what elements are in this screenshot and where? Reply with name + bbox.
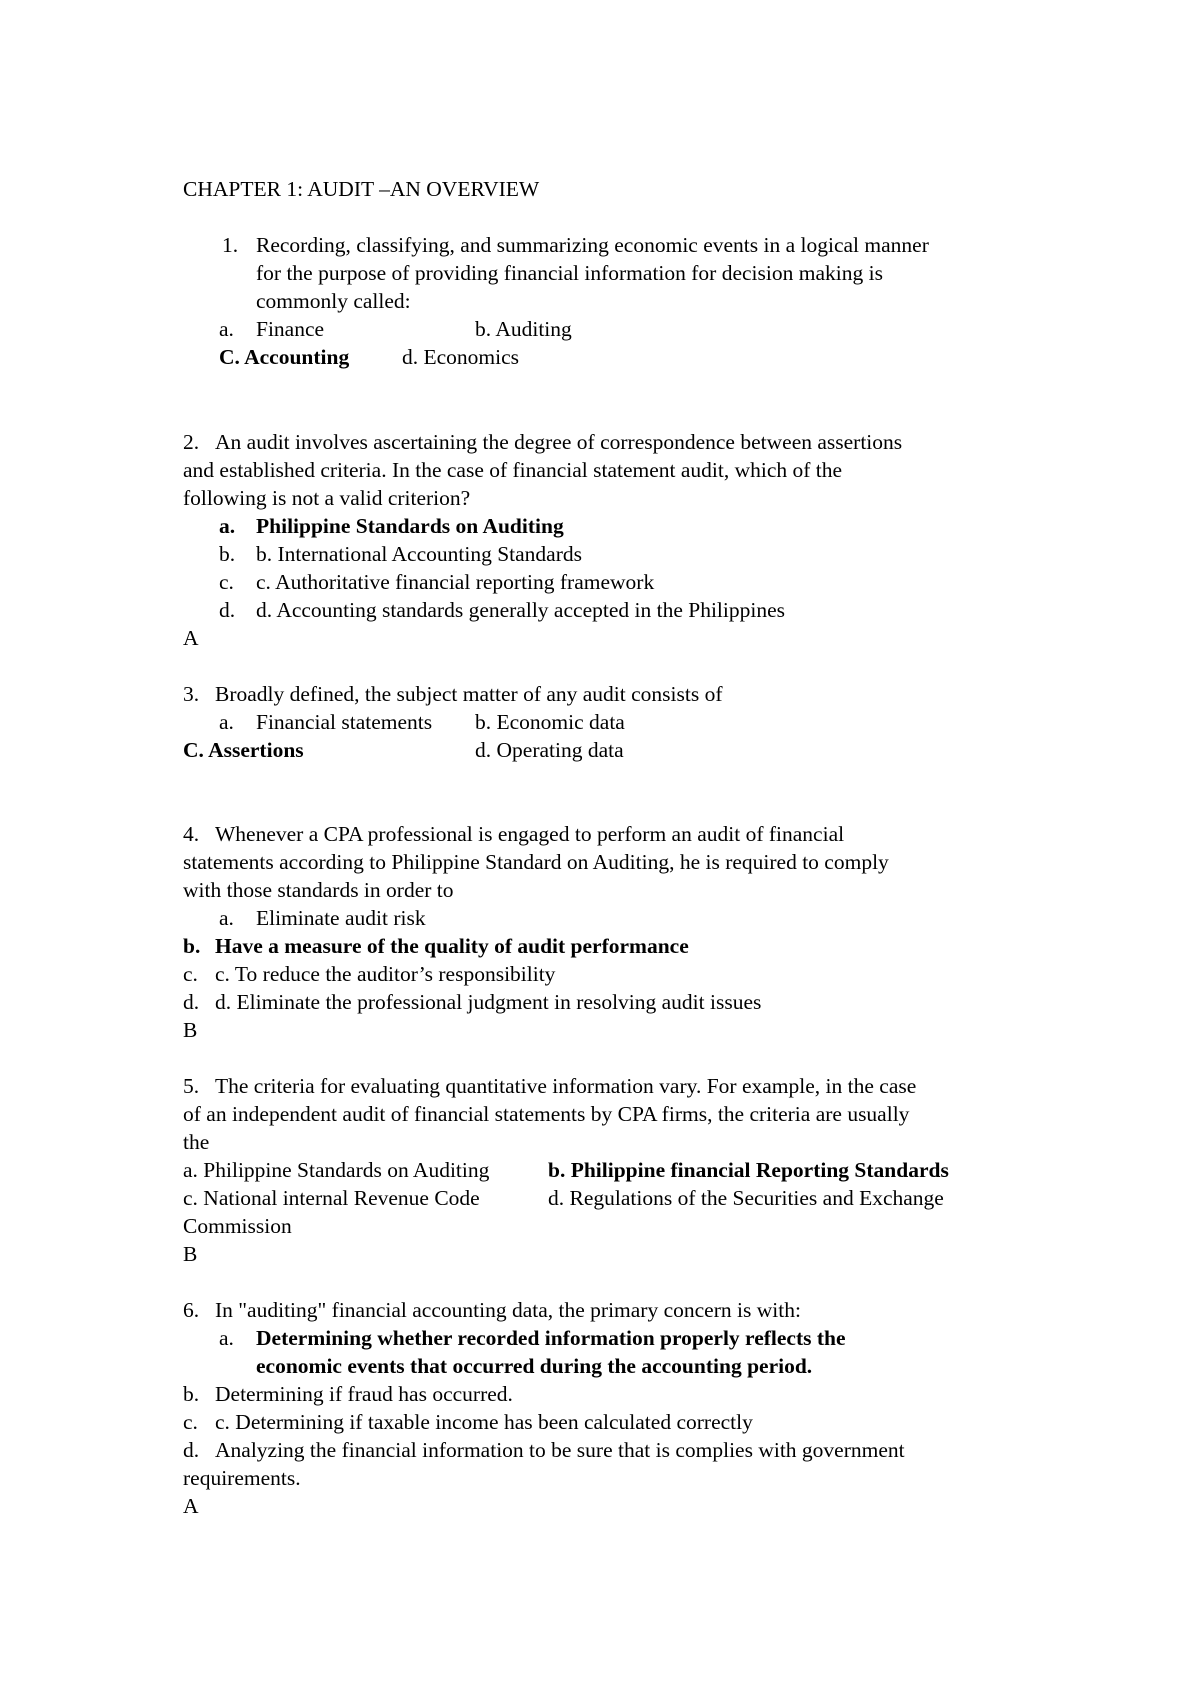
q3-number: 3. <box>183 682 200 706</box>
q3-text: Broadly defined, the subject matter of any audit consists of <box>215 682 723 706</box>
q4-answer: B <box>183 1018 198 1042</box>
q2-option-c: c. Authoritative financial reporting framework <box>256 570 655 594</box>
q2-answer: A <box>183 626 199 650</box>
q6-number: 6. <box>183 1298 200 1322</box>
q6-text: In "auditing" financial accounting data, the primary concern is with: <box>215 1298 801 1322</box>
q1-number: 1. <box>222 233 239 257</box>
q1-text-line: Recording, classifying, and summarizing economic events in a logical manner <box>256 233 929 257</box>
q4-option-b: Have a measure of the quality of audit performance <box>215 934 689 958</box>
q4-option-b-letter: b. <box>183 934 201 958</box>
q6-option-d: Analyzing the financial information to be sure that is complies with government <box>215 1438 905 1462</box>
q2-option-a: Philippine Standards on Auditing <box>256 514 564 538</box>
q2-number: 2. <box>183 430 200 454</box>
q3-option-a-letter: a. <box>219 710 234 734</box>
q1-text-line: for the purpose of providing financial information for decision making is <box>256 261 883 285</box>
q4-option-a: Eliminate audit risk <box>256 906 426 930</box>
q6-option-c: c. Determining if taxable income has been calculated correctly <box>215 1410 753 1434</box>
q5-option-b: b. Philippine financial Reporting Standards <box>548 1158 949 1182</box>
chapter-title: CHAPTER 1: AUDIT –AN OVERVIEW <box>183 177 540 201</box>
q1-option-d: d. Economics <box>402 345 520 369</box>
q6-answer: A <box>183 1494 199 1518</box>
q6-option-b: Determining if fraud has occurred. <box>215 1382 513 1406</box>
q6-option-a-line: Determining whether recorded information properly reflects the <box>256 1326 846 1350</box>
q1-text-line: commonly called: <box>256 289 411 313</box>
q2-option-b: b. International Accounting Standards <box>256 542 583 566</box>
q1-option-b: b. Auditing <box>475 317 572 341</box>
q5-number: 5. <box>183 1074 200 1098</box>
q5-option-a: a. Philippine Standards on Auditing <box>183 1158 490 1182</box>
q5-option-c: c. National internal Revenue Code <box>183 1186 480 1210</box>
q6-option-d-continued: requirements. <box>183 1466 301 1490</box>
q1-option-c: C. Accounting <box>219 345 350 369</box>
q1-option-a-letter: a. <box>219 317 234 341</box>
q5-text-line: of an independent audit of financial statements by CPA firms, the criteria are usually <box>183 1102 910 1126</box>
q6-option-c-letter: c. <box>183 1410 198 1434</box>
q6-option-b-letter: b. <box>183 1382 200 1406</box>
q5-answer: B <box>183 1242 198 1266</box>
q2-option-b-letter: b. <box>219 542 236 566</box>
q4-option-d-letter: d. <box>183 990 200 1014</box>
q5-option-d: d. Regulations of the Securities and Exchange <box>548 1186 944 1210</box>
q6-option-d-letter: d. <box>183 1438 200 1462</box>
q4-number: 4. <box>183 822 200 846</box>
q5-text-line: The criteria for evaluating quantitative information vary. For example, in the case <box>215 1074 917 1098</box>
q4-text-line: with those standards in order to <box>183 878 454 902</box>
q4-text-line: statements according to Philippine Standard on Auditing, he is required to comply <box>183 850 889 874</box>
q2-option-a-letter: a. <box>219 514 236 538</box>
q6-option-a-line: economic events that occurred during the accounting period. <box>256 1354 813 1378</box>
q4-option-a-letter: a. <box>219 906 234 930</box>
q3-option-a: Financial statements <box>256 710 433 734</box>
q5-option-d-continued: Commission <box>183 1214 292 1238</box>
q3-option-b: b. Economic data <box>475 710 625 734</box>
q2-text-line: An audit involves ascertaining the degree of correspondence between assertions <box>215 430 903 454</box>
q4-text-line: Whenever a CPA professional is engaged to perform an audit of financial <box>215 822 845 846</box>
q6-option-a-letter: a. <box>219 1326 234 1350</box>
q4-option-c: c. To reduce the auditor’s responsibility <box>215 962 556 986</box>
q5-text-line: the <box>183 1130 210 1154</box>
q3-option-d: d. Operating data <box>475 738 624 762</box>
q2-option-d-letter: d. <box>219 598 236 622</box>
q2-option-c-letter: c. <box>219 570 234 594</box>
q2-text-line: following is not a valid criterion? <box>183 486 471 510</box>
q1-option-a: Finance <box>256 317 325 341</box>
q3-option-c: C. Assertions <box>183 738 304 762</box>
q2-text-line: and established criteria. In the case of financial statement audit, which of the <box>183 458 843 482</box>
q2-option-d: d. Accounting standards generally accepted in the Philippines <box>256 598 785 622</box>
q4-option-c-letter: c. <box>183 962 198 986</box>
q4-option-d: d. Eliminate the professional judgment in resolving audit issues <box>215 990 762 1014</box>
